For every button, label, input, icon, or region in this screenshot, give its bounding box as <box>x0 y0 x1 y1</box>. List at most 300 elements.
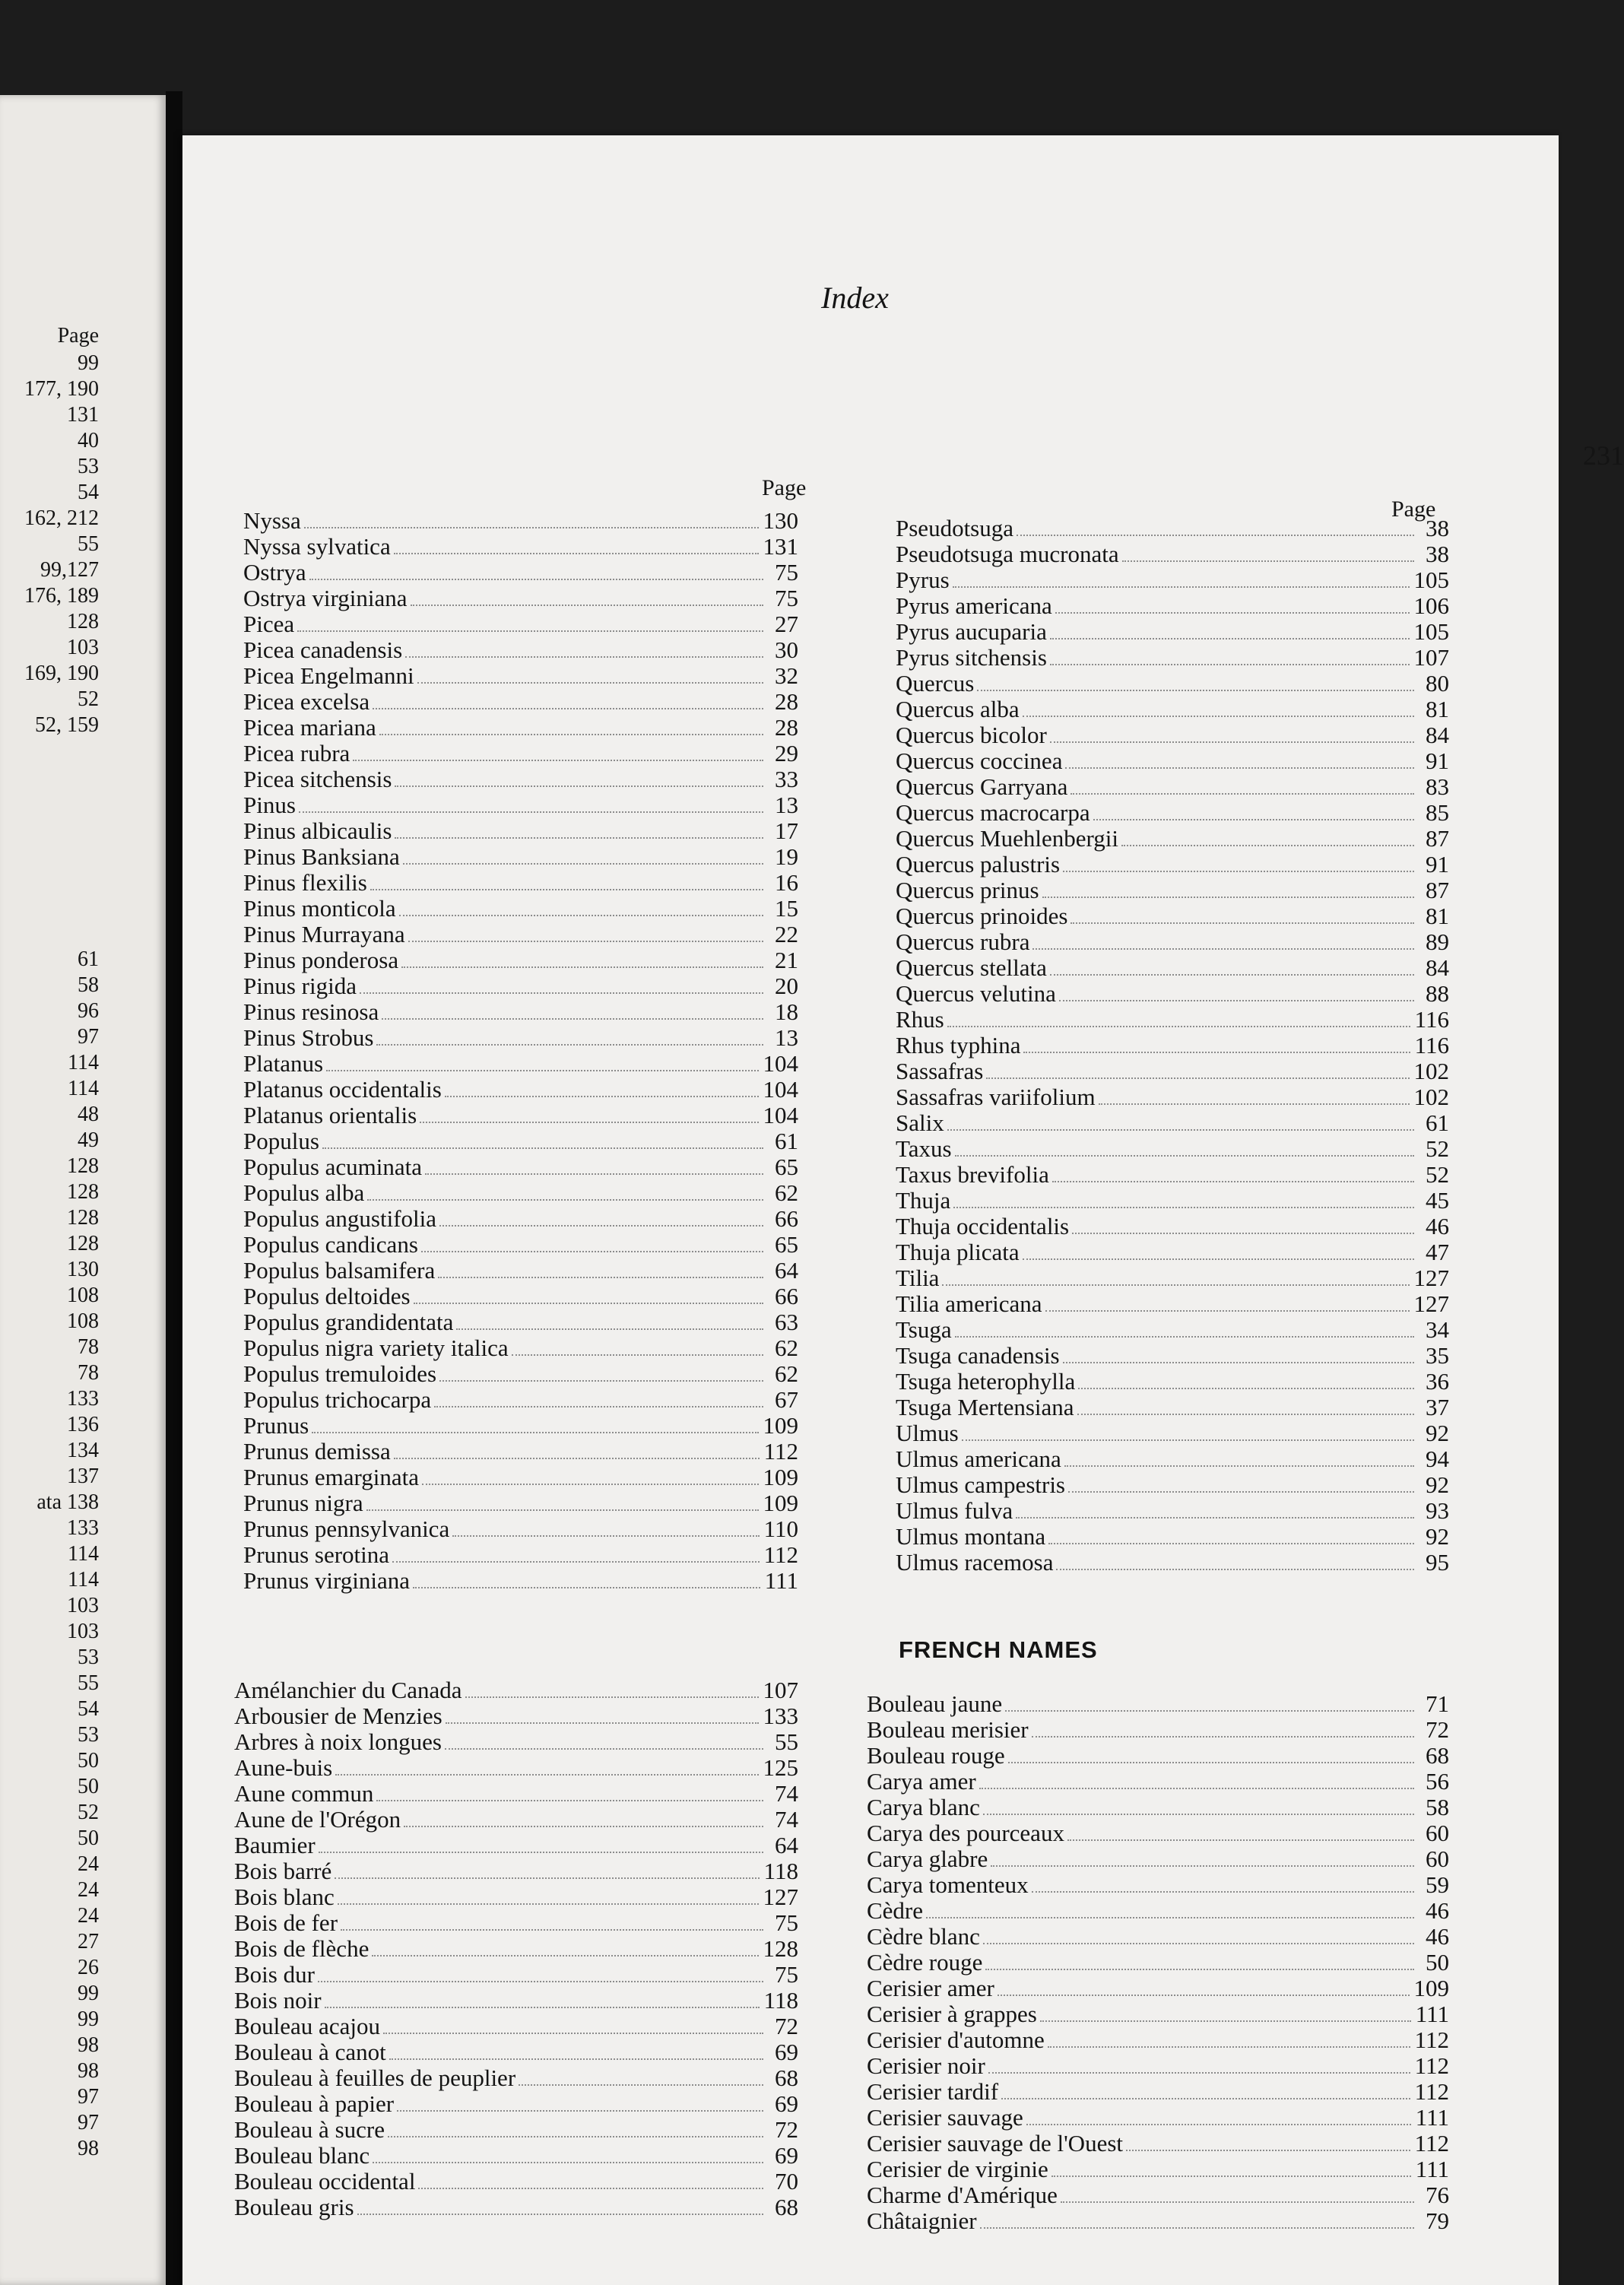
entry-name: Tsuga <box>896 1316 952 1343</box>
prev-page-value: 103 <box>67 1620 99 1643</box>
leader-dots <box>979 1788 1414 1789</box>
prev-page-value: 114 <box>68 1542 99 1566</box>
entry-page-number: 104 <box>763 1102 798 1128</box>
entry-name: Quercus Garryana <box>896 773 1068 800</box>
leader-dots <box>947 1129 1414 1131</box>
prev-page-value: 133 <box>67 1516 99 1540</box>
entry-page-number: 67 <box>775 1386 798 1413</box>
entry-page-number: 112 <box>1414 2052 1449 2079</box>
entry-name: Taxus brevifolia <box>896 1161 1049 1188</box>
prev-page-number <box>0 2110 99 2136</box>
leader-dots <box>1071 793 1414 795</box>
entry-name: Quercus stellata <box>896 954 1047 981</box>
entry-name: Rhus <box>896 1006 944 1033</box>
index-entry <box>234 2143 798 2169</box>
prev-page-number <box>0 2007 99 2033</box>
entry-page-number: 127 <box>1413 1290 1449 1317</box>
entry-page-number: 27 <box>775 611 798 637</box>
leader-dots <box>1063 1362 1414 1363</box>
index-page <box>182 135 1624 2285</box>
leader-dots <box>1056 1569 1414 1570</box>
leader-dots <box>1017 535 1414 536</box>
entry-name: Bouleau gris <box>234 2194 354 2220</box>
entry-page-number: 71 <box>1426 1690 1449 1717</box>
prev-page-value: 103 <box>67 636 99 659</box>
entry-page-number: 85 <box>1426 799 1449 826</box>
prev-page-value: 53 <box>78 1646 99 1669</box>
prev-page-number <box>0 609 99 635</box>
entry-name: Rhus typhina <box>896 1032 1021 1058</box>
leader-dots <box>465 1696 759 1698</box>
prev-page-value: 50 <box>78 1826 99 1850</box>
leader-dots <box>1122 560 1414 562</box>
index-entry <box>243 1542 798 1568</box>
prev-page-value: 128 <box>67 610 99 633</box>
entry-page-number: 111 <box>764 1567 798 1594</box>
prev-page-number <box>0 2136 99 2162</box>
entry-page-number: 46 <box>1426 1923 1449 1950</box>
leader-dots <box>953 586 1410 588</box>
prev-page-number <box>0 1205 99 1231</box>
entry-name: Bois blanc <box>234 1884 335 1910</box>
leader-dots <box>1121 845 1414 846</box>
entry-page-number: 116 <box>1414 1032 1449 1058</box>
leader-dots <box>304 527 759 528</box>
index-entry <box>234 1833 798 1858</box>
index-entry <box>896 1110 1449 1136</box>
prev-page-number <box>0 1774 99 1800</box>
index-entry <box>234 2169 798 2195</box>
entry-page-number: 69 <box>775 2090 798 2117</box>
entry-page-number: 89 <box>1426 928 1449 955</box>
entry-name: Populus grandidentata <box>243 1309 454 1335</box>
entry-name: Quercus macrocarpa <box>896 799 1090 826</box>
entry-name: Nyssa <box>243 507 301 534</box>
index-entry <box>234 2195 798 2220</box>
index-entry <box>234 2039 798 2065</box>
entry-page-number: 93 <box>1426 1497 1449 1524</box>
entry-name: Bouleau occidental <box>234 2168 416 2195</box>
entry-page-number: 45 <box>1426 1187 1449 1214</box>
leader-dots <box>360 992 763 994</box>
entry-page-number: 112 <box>1414 2078 1449 2105</box>
leader-dots <box>988 2072 1410 2074</box>
leader-dots <box>401 966 763 968</box>
entry-name: Nyssa sylvatica <box>243 533 391 560</box>
leader-dots <box>422 1484 758 1485</box>
entry-page-number: 20 <box>775 973 798 999</box>
index-entry <box>243 766 798 792</box>
leader-dots <box>1059 1000 1414 1001</box>
prev-page-number <box>0 1438 99 1464</box>
leader-dots <box>357 2214 763 2215</box>
prev-page-value: 99 <box>78 351 99 375</box>
prev-page-number <box>0 712 99 738</box>
entry-page-number: 61 <box>1426 1109 1449 1136</box>
prev-page-number <box>0 1515 99 1541</box>
entry-name: Platanus orientalis <box>243 1102 417 1128</box>
entry-name: Bouleau merisier <box>867 1716 1029 1743</box>
prev-page-number <box>0 1360 99 1386</box>
prev-page-number <box>0 1076 99 1102</box>
index-entry <box>243 1309 798 1335</box>
entry-page-number: 109 <box>763 1412 798 1439</box>
index-entry <box>896 1369 1449 1395</box>
entry-page-number: 66 <box>775 1283 798 1309</box>
entry-name: Bois noir <box>234 1987 322 2014</box>
entry-page-number: 58 <box>1426 1794 1449 1820</box>
index-entry <box>896 1317 1449 1343</box>
previous-page-column-bottom <box>0 947 99 2162</box>
leader-dots <box>411 605 763 606</box>
entry-name: Pinus Banksiana <box>243 843 400 870</box>
entry-page-number: 128 <box>763 1935 798 1962</box>
leader-dots <box>1050 741 1414 743</box>
entry-page-number: 81 <box>1426 696 1449 722</box>
prev-page-number <box>0 635 99 661</box>
leader-dots <box>1065 767 1414 769</box>
entry-name: Tilia <box>896 1265 940 1291</box>
prev-page-value: 128 <box>67 1180 99 1204</box>
index-entry <box>243 1413 798 1439</box>
entry-name: Ostrya <box>243 559 306 586</box>
prev-page-value: 24 <box>78 1904 99 1928</box>
entry-name: Quercus Muehlenbergii <box>896 825 1118 852</box>
index-entry <box>243 1490 798 1516</box>
entry-page-number: 75 <box>775 585 798 611</box>
entry-name: Carya amer <box>867 1768 976 1795</box>
prev-page-value: 114 <box>68 1077 99 1100</box>
leader-dots <box>452 1535 759 1537</box>
entry-name: Populus tremuloides <box>243 1360 437 1387</box>
prev-page-number <box>0 2033 99 2058</box>
entry-name: Bouleau à canot <box>234 2039 386 2065</box>
prev-page-number <box>0 376 99 402</box>
entry-page-number: 62 <box>775 1179 798 1206</box>
entry-page-number: 88 <box>1426 980 1449 1007</box>
prev-page-value: ata 138 <box>36 1490 99 1514</box>
index-entry <box>234 1962 798 1988</box>
entry-name: Carya glabre <box>867 1845 988 1872</box>
entry-page-number: 68 <box>775 2194 798 2220</box>
prev-page-number <box>0 428 99 454</box>
entry-page-number: 56 <box>1426 1768 1449 1795</box>
leader-dots <box>1032 1891 1414 1893</box>
leader-dots <box>341 1929 763 1931</box>
index-entry <box>896 1343 1449 1369</box>
leader-dots <box>413 1587 760 1588</box>
entry-page-number: 92 <box>1426 1471 1449 1498</box>
index-entry <box>867 1898 1449 1924</box>
prev-page-number <box>0 1257 99 1283</box>
entry-name: Cerisier tardif <box>867 2078 999 2105</box>
entry-page-number: 105 <box>1413 618 1449 645</box>
prev-page-value: 54 <box>78 1697 99 1721</box>
entry-page-number: 28 <box>775 714 798 741</box>
entry-name: Charme d'Amérique <box>867 2182 1058 2208</box>
entry-page-number: 46 <box>1426 1897 1449 1924</box>
entry-name: Cerisier à grappes <box>867 2001 1037 2027</box>
entry-name: Pyrus sitchensis <box>896 644 1047 671</box>
index-entry <box>243 611 798 637</box>
index-entry <box>243 922 798 947</box>
prev-page-number <box>0 1852 99 1877</box>
leader-dots <box>1050 664 1410 665</box>
leader-dots <box>456 1328 763 1330</box>
entry-page-number: 110 <box>763 1515 798 1542</box>
entry-name: Quercus prinus <box>896 877 1039 903</box>
leader-dots <box>438 1277 763 1278</box>
prev-page-number <box>0 402 99 428</box>
entry-page-number: 22 <box>775 921 798 947</box>
entry-page-number: 112 <box>1414 2026 1449 2053</box>
entry-page-number: 50 <box>1426 1949 1449 1976</box>
entry-name: Pinus monticola <box>243 895 396 922</box>
index-entry <box>243 663 798 689</box>
entry-name: Cerisier amer <box>867 1975 994 2001</box>
leader-dots <box>1078 1388 1414 1389</box>
prev-page-number <box>0 1179 99 1205</box>
prev-page-value: 98 <box>78 2059 99 2083</box>
prev-page-number <box>0 973 99 998</box>
prev-page-value: 169, 190 <box>24 662 99 685</box>
leader-dots <box>942 1284 1409 1286</box>
entry-page-number: 65 <box>775 1231 798 1258</box>
entry-page-number: 38 <box>1426 541 1449 567</box>
index-entry <box>243 1025 798 1051</box>
leader-dots <box>1032 1736 1414 1738</box>
french-names-heading: FRENCH NAMES <box>899 1636 1098 1663</box>
index-entry <box>243 1180 798 1206</box>
entry-page-number: 112 <box>763 1438 798 1465</box>
entry-page-number: 62 <box>775 1335 798 1361</box>
entry-name: Populus <box>243 1128 319 1154</box>
index-entry <box>896 1136 1449 1162</box>
prev-page-number <box>0 1696 99 1722</box>
leader-dots <box>445 1748 763 1750</box>
prev-page-number <box>0 1671 99 1696</box>
entry-name: Bois de fer <box>234 1909 338 1936</box>
entry-page-number: 84 <box>1426 722 1449 748</box>
index-entry <box>896 697 1449 722</box>
leader-dots <box>983 1814 1414 1815</box>
entry-name: Arbousier de Menzies <box>234 1703 442 1729</box>
entry-name: Pseudotsuga <box>896 515 1013 541</box>
leader-dots <box>1040 2020 1411 2022</box>
leader-dots <box>326 1070 758 1071</box>
entry-page-number: 55 <box>775 1728 798 1755</box>
leader-dots <box>1051 2176 1411 2177</box>
entry-name: Picea Engelmanni <box>243 662 414 689</box>
index-entry <box>896 516 1449 541</box>
prev-page-number <box>0 661 99 687</box>
prev-page-number <box>0 1955 99 1981</box>
leader-dots <box>955 1155 1414 1157</box>
index-entry <box>243 508 798 534</box>
leader-dots <box>955 1336 1414 1338</box>
leader-dots <box>379 734 763 735</box>
entry-name: Picea rubra <box>243 740 350 766</box>
entry-page-number: 111 <box>1415 2156 1449 2182</box>
entry-name: Sassafras <box>896 1058 984 1084</box>
entry-name: Populus trichocarpa <box>243 1386 432 1413</box>
prev-page-number <box>0 1024 99 1050</box>
index-entry <box>896 593 1449 619</box>
index-entry <box>867 1743 1449 1769</box>
entry-page-number: 63 <box>775 1309 798 1335</box>
entry-name: Châtaignier <box>867 2207 977 2234</box>
leader-dots <box>399 915 763 916</box>
entry-name: Ulmus montana <box>896 1523 1046 1550</box>
index-entry <box>867 2131 1449 2156</box>
prev-page-value: 128 <box>67 1232 99 1255</box>
entry-name: Populus candicans <box>243 1231 418 1258</box>
running-title: Index <box>821 281 889 315</box>
entry-name: Pinus resinosa <box>243 998 379 1025</box>
entry-name: Pyrus americana <box>896 592 1052 619</box>
prev-page-number <box>0 1490 99 1515</box>
entry-page-number: 15 <box>775 895 798 922</box>
index-entry <box>867 2079 1449 2105</box>
entry-page-number: 69 <box>775 2039 798 2065</box>
entry-name: Tsuga canadensis <box>896 1342 1060 1369</box>
index-entry <box>234 1703 798 1729</box>
leader-dots <box>926 1917 1414 1918</box>
leader-dots <box>947 1026 1410 1027</box>
leader-dots <box>1067 1839 1414 1841</box>
entry-name: Picea sitchensis <box>243 766 392 792</box>
entry-name: Populus nigra variety italica <box>243 1335 509 1361</box>
index-entry <box>896 541 1449 567</box>
entry-page-number: 127 <box>763 1884 798 1910</box>
entry-page-number: 17 <box>775 817 798 844</box>
index-entry <box>896 1265 1449 1291</box>
entry-page-number: 109 <box>1413 1975 1449 2001</box>
leader-dots <box>394 553 759 554</box>
entry-page-number: 64 <box>775 1257 798 1284</box>
entry-name: Ulmus fulva <box>896 1497 1013 1524</box>
leader-dots <box>397 2110 763 2112</box>
entry-name: Prunus demissa <box>243 1438 391 1465</box>
entry-name: Bouleau blanc <box>234 2142 370 2169</box>
prev-page-number <box>0 1309 99 1335</box>
leader-dots <box>1099 1103 1410 1105</box>
entry-name: Prunus virginiana <box>243 1567 410 1594</box>
entry-page-number: 74 <box>775 1780 798 1807</box>
leader-dots <box>388 2136 763 2137</box>
index-entry <box>867 1846 1449 1872</box>
prev-page-value: 96 <box>78 999 99 1023</box>
entry-name: Bois de flèche <box>234 1935 370 1962</box>
entry-name: Populus alba <box>243 1179 365 1206</box>
entry-name: Cerisier sauvage de l'Ouest <box>867 2130 1124 2156</box>
prev-page-value: 137 <box>67 1465 99 1488</box>
prev-page-value: 48 <box>78 1103 99 1126</box>
index-entry <box>896 774 1449 800</box>
latin-names-left-column <box>243 508 798 1594</box>
index-entry <box>234 1755 798 1781</box>
index-entry <box>867 1795 1449 1820</box>
entry-page-number: 81 <box>1426 903 1449 929</box>
index-entry <box>867 2001 1449 2027</box>
prev-page-value: 176, 189 <box>24 584 99 608</box>
previous-page-edge <box>0 95 166 2285</box>
entry-name: Bois dur <box>234 1961 315 1988</box>
entry-page-number: 118 <box>763 1858 798 1884</box>
index-entry <box>896 1239 1449 1265</box>
prev-page-value: 114 <box>68 1568 99 1592</box>
leader-dots <box>980 2227 1414 2229</box>
french-names-right-column <box>867 1691 1449 2234</box>
index-entry <box>896 903 1449 929</box>
entry-page-number: 28 <box>775 688 798 715</box>
entry-page-number: 38 <box>1426 515 1449 541</box>
entry-page-number: 102 <box>1413 1084 1449 1110</box>
prev-page-value: 26 <box>78 1956 99 1979</box>
entry-page-number: 131 <box>763 533 798 560</box>
entry-page-number: 30 <box>775 636 798 663</box>
prev-page-number <box>0 1826 99 1852</box>
index-entry <box>234 1781 798 1807</box>
entry-page-number: 104 <box>763 1050 798 1077</box>
entry-name: Platanus <box>243 1050 324 1077</box>
prev-page-value: 98 <box>78 2033 99 2057</box>
entry-name: Populus angustifolia <box>243 1205 437 1232</box>
entry-page-number: 36 <box>1426 1368 1449 1395</box>
index-entry <box>896 722 1449 748</box>
index-entry <box>234 2014 798 2039</box>
index-entry <box>896 1472 1449 1498</box>
prev-page-number <box>0 1903 99 1929</box>
entry-page-number: 107 <box>1413 644 1449 671</box>
prev-page-value: 131 <box>67 403 99 427</box>
prev-page-value: 177, 190 <box>24 377 99 401</box>
index-entry <box>867 1691 1449 1717</box>
leader-dots <box>1026 2124 1411 2125</box>
leader-dots <box>372 1955 758 1957</box>
entry-name: Amélanchier du Canada <box>234 1677 462 1703</box>
prev-page-number <box>0 583 99 609</box>
entry-name: Bouleau à sucre <box>234 2116 385 2143</box>
page-number: 231 <box>1583 440 1624 471</box>
leader-dots <box>322 1147 763 1149</box>
leader-dots <box>376 1044 763 1046</box>
entry-name: Pinus <box>243 792 296 818</box>
index-entry <box>243 1465 798 1490</box>
left-column-header: Page <box>762 475 807 500</box>
leader-dots <box>1050 974 1414 976</box>
entry-page-number: 72 <box>775 2116 798 2143</box>
entry-page-number: 112 <box>763 1541 798 1568</box>
index-entry <box>243 637 798 663</box>
leader-dots <box>389 2058 763 2060</box>
index-entry <box>896 1550 1449 1576</box>
entry-page-number: 112 <box>1414 2130 1449 2156</box>
prev-page-number <box>0 454 99 480</box>
index-entry <box>896 748 1449 774</box>
leader-dots <box>376 1800 763 1801</box>
prev-page-number <box>0 1619 99 1645</box>
index-entry <box>243 1568 798 1594</box>
prev-page-value: 133 <box>67 1387 99 1411</box>
prev-page-number <box>0 1981 99 2007</box>
prev-page-value: 53 <box>78 455 99 478</box>
leader-dots <box>1064 1465 1414 1467</box>
leader-dots <box>299 811 763 813</box>
entry-page-number: 18 <box>775 998 798 1025</box>
leader-dots <box>1052 1181 1414 1182</box>
entry-name: Thuja <box>896 1187 951 1214</box>
